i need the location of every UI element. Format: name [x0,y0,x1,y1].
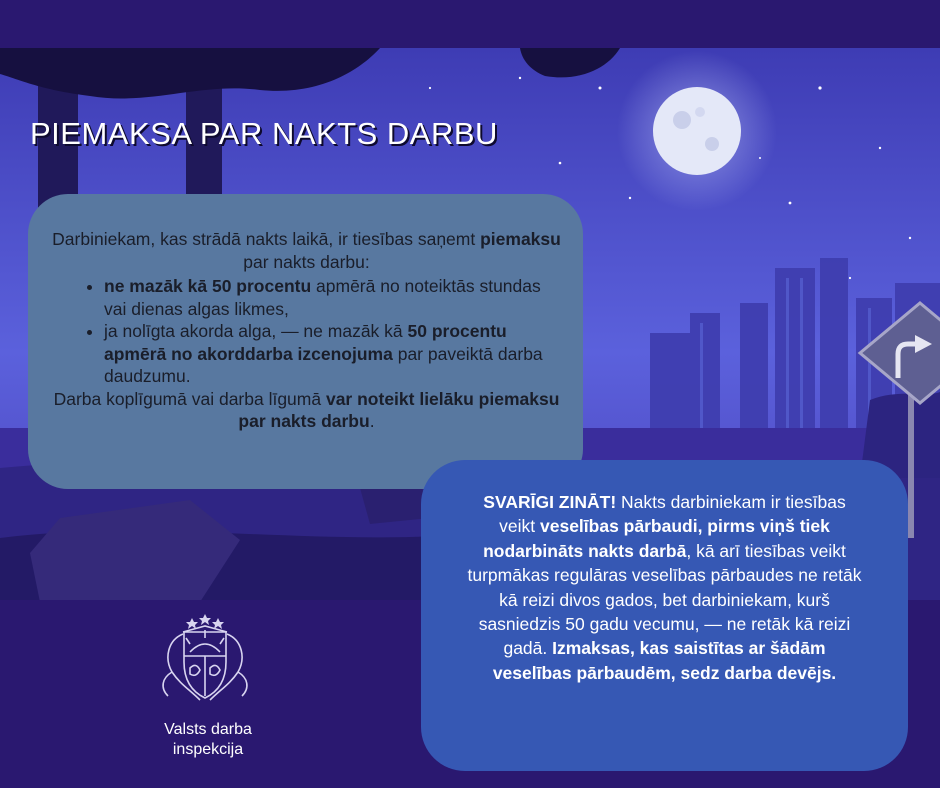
important-text: SVARĪGI ZINĀT! Nakts darbiniekam ir tiesības veikt veselības pārbaudi, pirms viņš tiek nodarbināts nakts darbā, kā arī tiesības veikt turpmākas regulāras veselības pārbaudes ne retāk kā reizi divos gados, bet darbiniekam, kurš sasniedzis 50 gadu vecumu, — ne retāk kā reizi gadā. Izmaksas, kas saistītas ar šādām veselības pārbaudēm, sedz darba devējs. [467,492,862,683]
info-panel [28,194,583,489]
important-panel [421,460,908,771]
latvia-coat-of-arms-icon [150,612,260,708]
page-title: PIEMAKSA PAR NAKTS DARBU [30,116,498,151]
info-outro-emphasis: var noteikt lielāku piemaksu par nakts darbu [238,388,560,431]
info-bullet-list [52,275,561,388]
info-outro: Darba koplīgumā vai darba līgumā var noteikt lielāku piemaksu par nakts darbu. [53,388,560,431]
info-intro: Darbiniekam, kas strādā nakts laikā, ir tiesības saņemt piemaksu par nakts darbu: [52,229,561,272]
organization-name: Valsts darba inspekcija [164,721,252,758]
info-intro-emphasis: piemaksu [480,229,561,249]
moon-icon [653,87,741,175]
list-item: • ne mazāk kā 50 procentu apmērā no noteiktās stundas vai dienas algas likmes, [104,275,561,320]
list-item: • ja nolīgta akorda alga, — ne mazāk kā 50 procentu apmērā no akorddarba izcenojuma par paveiktā darba daudzumu. [104,320,561,388]
top-band [0,0,940,48]
important-lead: SVARĪGI ZINĀT! [483,492,617,512]
